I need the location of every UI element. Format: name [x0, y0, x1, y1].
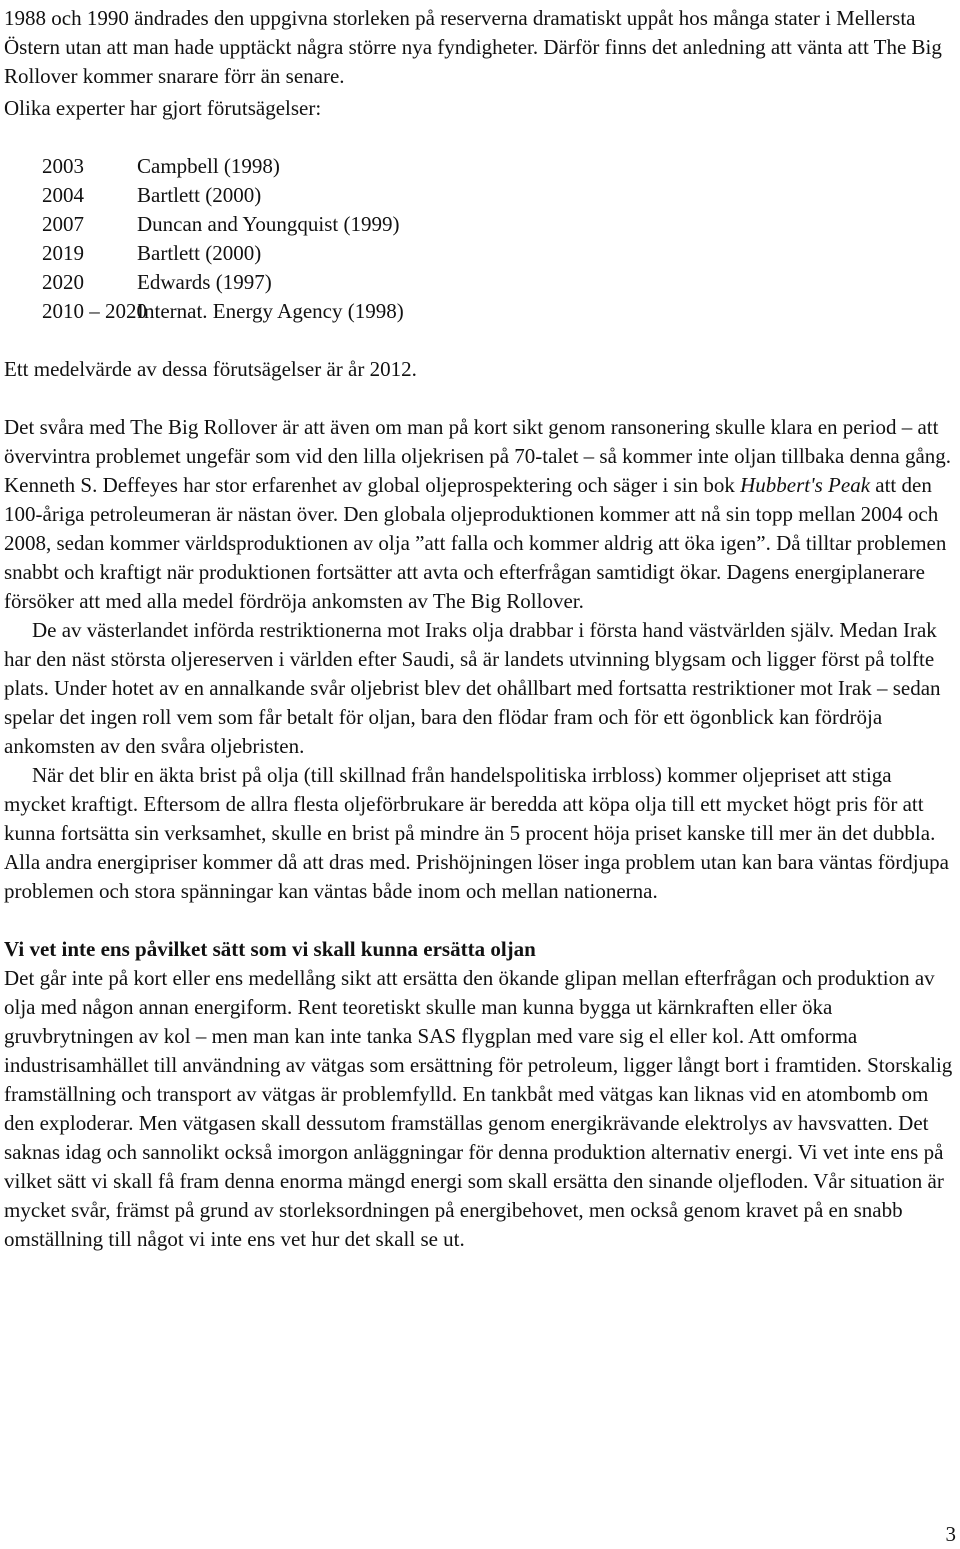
forecast-row	[4, 297, 956, 326]
forecast-source: Internat. Energy Agency (1998)	[137, 299, 404, 323]
forecast-source: Bartlett (2000)	[137, 241, 262, 265]
spacer	[4, 906, 956, 935]
spacer	[4, 384, 956, 413]
rollover-text-end: att den 100-åriga petroleumeran är nästan över. Den globala oljeproduktionen kommer att nå sin topp mellan 2004 och 2008, sedan kommer världsproduktionen av olja ”att falla och kommer aldrig att öka igen”. Då tilltar problemen snabbt och kraftigt när produktionen fortsätter att avta och efterfrågan samtidigt ökar. Dagens energiplanerare försöker att med alla medel fördröja ankomsten av The Big Rollover.	[4, 473, 947, 613]
iraq-paragraph: De av västerlandet införda restriktionerna mot Iraks olja drabbar i första hand västvärlden själv. Medan Irak har den näst största oljereserven i världen efter Saudi, så är landets utvinning blygsam och ligger först på tolfte plats. Under hotet av en annalkande svår oljebrist blev det ohållbart med fortsatta restriktioner mot Irak – sedan spelar det ingen roll vem som får betalt för oljan, bara den flödar fram och för ett ögonblick kan fördröja ankomsten av den svåra oljebristen.	[4, 618, 941, 758]
rollover-paragraph	[4, 413, 956, 616]
energy-paragraph: Det går inte på kort eller ens medellång sikt att ersätta den ökande glipan mellan efterfrågan och produktion av olja med någon annan energiform. Rent teoretiskt skulle man kunna bygga ut kärnkraften eller öka gruvbrytningen av kol – men man kan inte tanka SAS flygplan med vare sig el eller kol. Att omforma industrisamhället till användning av vätgas som ersättning för petroleum, ligger långt bort i framtiden. Storskalig framställning och transport av vätgas är problemfylld. En tankbåt med vätgas kan liknas vid en atombomb om den exploderar. Men vätgasen skall dessutom framställas genom energikrävande elektrolys av havsvatten. Det saknas idag och sannolikt också imorgon anläggningar för denna produktion alternativ energi. Vi vet inte ens på vilket sätt vi skall få fram denna enorma mängd energi som skall ersätta den sinande oljefloden. Vår situation är mycket svår, främst på grund av storleksordningen på energibehovet, men också genom kravet på en snabb omställning till något vi inte ens vet hur det skall se ut.	[4, 966, 953, 1251]
spacer	[4, 326, 956, 355]
forecast-row	[4, 239, 956, 268]
forecast-average: Ett medelvärde av dessa förutsägelser är år 2012.	[4, 357, 417, 381]
rollover-text-start: Det svåra med The Big Rollover är att även om man på kort sikt genom ransonering skulle klara en period – att övervintra problemet ungefär som vid den lilla oljekrisen på 70-talet – så kommer inte oljan tillbaka denna gång. Kenneth S. Deffeyes har stor erfarenhet av global oljeprospektering och säger i sin bok	[4, 415, 952, 497]
forecast-row	[4, 181, 956, 210]
book-title: Hubbert's Peak	[740, 473, 871, 497]
forecast-year: 2020	[42, 270, 84, 294]
forecast-year: 2019	[42, 241, 84, 265]
document-page	[4, 4, 956, 1254]
forecast-row	[4, 268, 956, 297]
forecast-list	[4, 152, 956, 326]
forecast-source: Campbell (1998)	[137, 154, 280, 178]
intro-paragraph: 1988 och 1990 ändrades den uppgivna storleken på reserverna dramatiskt uppåt hos många stater i Mellersta Östern utan att man hade upptäckt några större nya fyndigheter. Därför finns det anledning att vänta att The Big Rollover kommer snarare förr än senare.	[4, 6, 942, 88]
page-number: 3	[945, 1522, 956, 1546]
forecast-year: 2003	[42, 154, 84, 178]
forecast-source: Bartlett (2000)	[137, 183, 262, 207]
forecast-year: 2007	[42, 212, 84, 236]
spacer	[4, 123, 956, 152]
forecast-year: 2010 – 2020	[42, 299, 147, 323]
section-heading: Vi vet inte ens påvilket sätt som vi skall kunna ersätta oljan	[4, 937, 536, 961]
forecast-source: Duncan and Youngquist (1999)	[137, 212, 400, 236]
forecast-source: Edwards (1997)	[137, 270, 272, 294]
forecast-row	[4, 210, 956, 239]
forecast-intro: Olika experter har gjort förutsägelser:	[4, 96, 322, 120]
forecast-row	[4, 152, 956, 181]
price-paragraph: När det blir en äkta brist på olja (till skillnad från handelspolitiska irrbloss) kommer oljepriset att stiga mycket kraftigt. Eftersom de allra flesta oljeförbrukare är beredda att köpa olja till ett mycket högt pris för att kunna fortsätta sin verksamhet, skulle en brist på mindre än 5 procent höja priset kanske till mer än det dubbla. Alla andra energipriser kommer då att dras med. Prishöjningen löser inga problem utan kan bara väntas fördjupa problemen och stora spänningar kan väntas både inom och mellan nationerna.	[4, 763, 949, 903]
forecast-year: 2004	[42, 183, 84, 207]
